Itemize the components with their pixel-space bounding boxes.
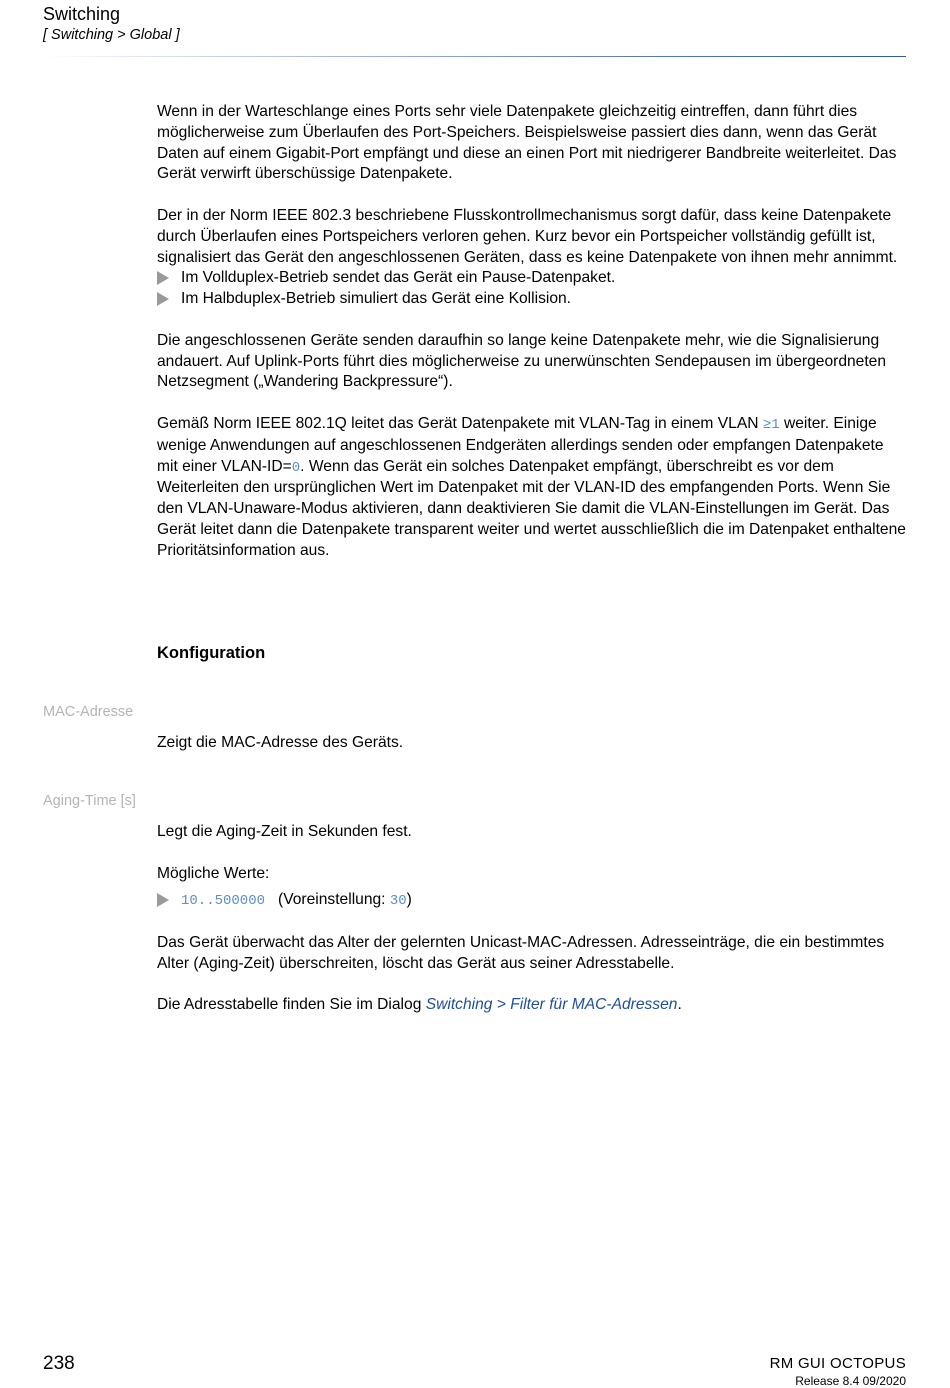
param-desc-mac <box>157 733 907 754</box>
bullet-triangle-icon <box>157 893 169 907</box>
paragraph-vlan <box>157 414 907 562</box>
possible-values-label: Mögliche Werte: <box>157 864 270 882</box>
value-range: 10..500000 <box>181 893 266 910</box>
header-divider <box>43 56 906 57</box>
bullet-triangle-icon <box>157 292 169 306</box>
vlan-value: ≥1 <box>762 416 780 433</box>
param-label-mac: MAC-Adresse <box>43 704 134 720</box>
paragraph-overflow: Wenn in der Warteschlange eines Ports sehr viele Datenpakete gleichzeitig eintreffen, dann führt dies möglicherweise zum Überlaufen des Port-Speichers. Beispielsweise passiert dies dann, wenn das Gerät Daten auf einem Gigabit-Port empfängt und diese an einen Port mit niedrigerer Bandbreite weiterleitet. Das Gerät verwirft überschüssige Datenpakete. <box>157 103 897 183</box>
bullet-triangle-icon <box>157 271 169 285</box>
mac-description: Zeigt die MAC-Adresse des Geräts. <box>157 734 404 751</box>
aging-description: Legt die Aging-Zeit in Sekunden fest. <box>157 823 412 840</box>
vlan-text-a: Gemäß Norm IEEE 802.1Q leitet das Gerät Datenpakete mit VLAN-Tag in einem VLAN <box>157 414 763 432</box>
paragraph-backpressure: Die angeschlossenen Geräte senden daraufhin so lange keine Datenpakete mehr, wie die Signalisierung andauert. Auf Uplink-Ports führt dies möglicherweise zu unerwünschten Sendepausen im übergeordneten Netzsegment („Wandering Backpressure“). <box>157 331 887 391</box>
release-info: Release 8.4 09/2020 <box>795 1374 906 1388</box>
list-item-text: Im Vollduplex-Betrieb sendet das Gerät ein Pause-Datenpaket. <box>181 269 616 287</box>
vlan-zero-value: 0 <box>291 459 301 476</box>
param-label-aging: Aging-Time [s] <box>43 793 136 809</box>
breadcrumb: [ Switching > Global ] <box>43 27 180 43</box>
vlan-text-b: weiter. Einige wenige Anwendungen auf angeschlossenen Endgeräten allerdings senden oder empfangen Datenpakete mit einer VLAN-ID= <box>157 414 884 475</box>
paragraph-flow-control: Der in der Norm IEEE 802.3 beschriebene Flusskontrollmechanismus sorgt dafür, dass keine Datenpakete durch Überlaufen eines Portspeichers verloren gehen. Kurz bevor ein Portspeicher vollständig gefüllt ist, signalisiert das Gerät den angeschlossenen Geräten, dass es keine Datenpakete von ihnen mehr annimmt. <box>157 206 898 266</box>
page-number: 238 <box>43 1353 75 1374</box>
link-suffix: . <box>677 996 682 1014</box>
param-desc-aging <box>157 822 907 1016</box>
value-range-item <box>181 890 412 912</box>
dialog-link[interactable]: Switching > Filter für MAC-Adressen <box>425 996 678 1014</box>
default-suffix: ) <box>406 891 412 909</box>
list-item-text: Im Halbduplex-Betrieb simuliert das Gerät eine Kollision. <box>181 290 572 308</box>
chapter-title: Switching <box>43 4 121 24</box>
footer-info <box>770 1355 906 1388</box>
link-prefix: Die Adresstabelle finden Sie im Dialog <box>157 996 426 1014</box>
product-name: RM GUI OCTOPUS <box>769 1355 906 1372</box>
list-item <box>157 289 907 310</box>
vlan-text-c: . Wenn das Gerät ein solches Datenpaket empfängt, überschreibt es vor dem Weiterleiten den ursprünglichen Wert im Datenpaket mit der VLAN-ID des empfangenden Ports. Wenn Sie den VLAN-Unaware-Modus aktivieren, dann deaktivieren Sie damit die VLAN-Einstellungen im Gerät. Das Gerät leitet dann die Datenpakete transparent weiter und wertet ausschließlich die im Datenpaket enthaltene Prioritätsinformation aus. <box>157 457 906 559</box>
aging-monitor-text: Das Gerät überwacht das Alter der gelernten Unicast-MAC-Adressen. Adresseinträge, die ein bestimmtes Alter (Aging-Zeit) überschreiten, löscht das Gerät aus seiner Adresstabelle. <box>157 933 885 972</box>
list-item <box>157 268 907 289</box>
section-title: Konfiguration <box>157 644 266 662</box>
address-table-text <box>157 995 907 1016</box>
default-value: 30 <box>389 893 407 910</box>
intro-text <box>157 102 907 562</box>
default-prefix: (Voreinstellung: <box>278 891 390 909</box>
list-item <box>157 890 907 912</box>
